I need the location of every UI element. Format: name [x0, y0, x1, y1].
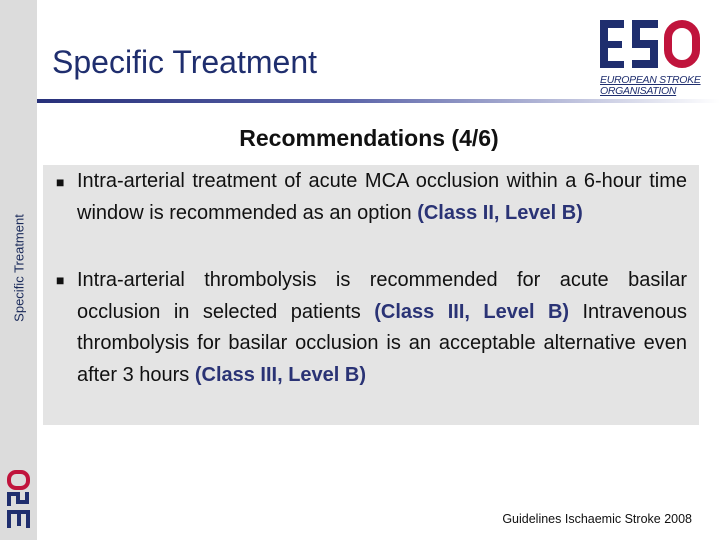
logo-text	[600, 75, 704, 97]
section-subtitle: Recommendations (4/6)	[239, 125, 499, 151]
recommendation-2-class2: (Class III, Level B)	[194, 363, 367, 386]
footer-text: Guidelines Ischaemic Stroke 2008	[502, 512, 692, 526]
logo-text-line1: EUROPEAN STROKE	[600, 74, 701, 86]
sidebar-label: Specific Treatment	[11, 214, 27, 322]
recommendation-2	[77, 265, 687, 391]
recommendation-1-class: (Class II, Level B)	[417, 201, 583, 224]
title-divider	[37, 99, 720, 103]
recommendation-2-text: Intra-arterial thrombolysis is recommended for acute basilar occlusion in selected patients	[77, 269, 687, 323]
recommendation-1	[77, 166, 687, 229]
bullet-icon: ■	[56, 174, 65, 190]
recommendation-2-text2: Intravenous thrombolysis for basilar occlusion is an acceptable alternative even after 3 hours	[77, 300, 687, 386]
bullet-icon: ■	[56, 272, 65, 288]
recommendation-1-text: Intra-arterial treatment of acute MCA occlusion within a 6-hour time window is recommended as an option	[77, 170, 687, 224]
logo-text-line2: ORGANISATION	[600, 85, 677, 97]
content-panel	[43, 165, 699, 425]
recommendation-2-class: (Class III, Level B)	[374, 300, 570, 323]
eso-vertical-logo-icon	[3, 468, 34, 530]
page-title: Specific Treatment	[52, 44, 317, 80]
sidebar	[0, 0, 37, 540]
